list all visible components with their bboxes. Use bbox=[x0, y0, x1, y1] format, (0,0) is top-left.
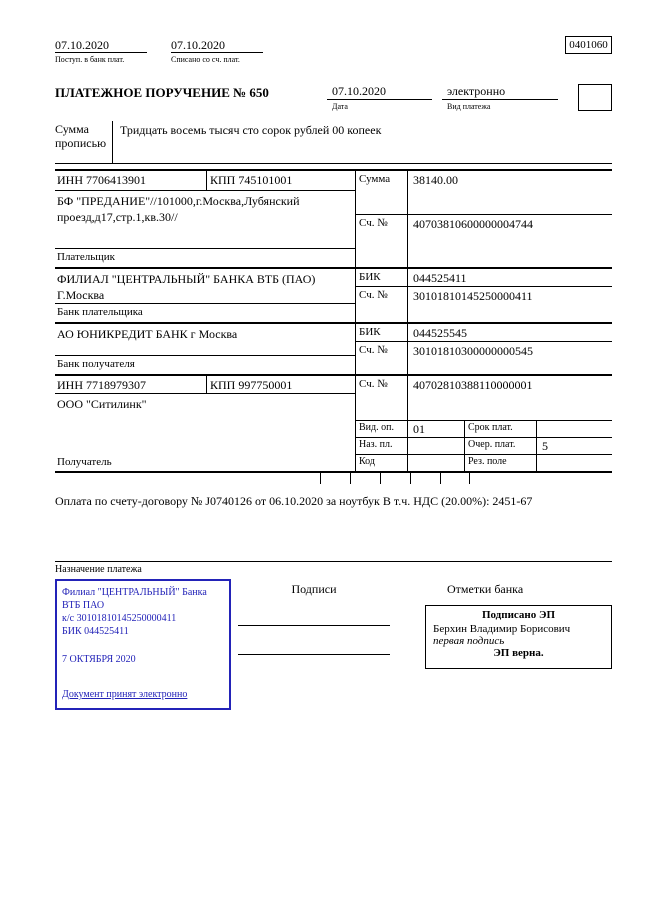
document-header bbox=[55, 84, 612, 111]
document-title: ПЛАТЕЖНОЕ ПОРУЧЕНИЕ № 650 bbox=[55, 85, 269, 100]
bank-electronic-stamp bbox=[55, 579, 231, 710]
received-date-label: Поступ. в банк плат. bbox=[55, 55, 125, 64]
stamp-date: 7 ОКТЯБРЯ 2020 bbox=[62, 654, 136, 666]
signatures-label: Подписи bbox=[291, 582, 337, 597]
payee-bank-bik-row bbox=[356, 324, 612, 342]
payer-bank-bik-value: 044525411 bbox=[413, 271, 467, 285]
payee-bank-account-row bbox=[356, 342, 612, 374]
payer-account-value: 40703810600000004744 bbox=[413, 217, 533, 231]
amount-label: Сумма bbox=[356, 171, 408, 214]
esignature-kind: первая подпись bbox=[433, 635, 505, 648]
payment-term-value bbox=[537, 421, 612, 437]
payer-left-block bbox=[55, 171, 356, 267]
code-row bbox=[356, 454, 612, 471]
payee-kpp: КПП 997750001 bbox=[210, 378, 293, 393]
bank-dates-row bbox=[55, 38, 612, 64]
header-empty-box bbox=[578, 84, 612, 111]
payee-bank-account-value: 30101810300000000545 bbox=[413, 344, 533, 359]
payee-bank-section-label: Банк получателя bbox=[55, 355, 355, 374]
operation-kind-value: 01 bbox=[408, 421, 465, 437]
payer-inn-kpp-row bbox=[55, 171, 355, 191]
payee-section-label: Получатель bbox=[57, 456, 112, 469]
payee-inn-kpp-row bbox=[55, 376, 355, 394]
tax-field-cell bbox=[410, 473, 440, 484]
payer-bank-section-label: Банк плательщика bbox=[55, 303, 355, 322]
payee-name: ООО "Ситилинк" bbox=[57, 397, 147, 412]
payee-section bbox=[55, 376, 612, 473]
payer-bank-right-block bbox=[356, 269, 612, 322]
payment-order-table bbox=[55, 169, 612, 473]
payer-name: БФ "ПРЕДАНИЕ"//101000,г.Москва,Лубянский проезд,д17,стр.1,кв.30// bbox=[57, 194, 300, 225]
payee-left-block bbox=[55, 376, 356, 471]
amount-row bbox=[356, 171, 612, 215]
purpose-code-label: Наз. пл. bbox=[356, 438, 408, 454]
esignature-title: Подписано ЭП bbox=[481, 609, 556, 622]
esignature-box bbox=[425, 605, 612, 669]
tax-field-cell bbox=[440, 473, 470, 484]
priority-label: Очер. плат. bbox=[465, 438, 537, 454]
payee-account-value: 40702810388110000001 bbox=[413, 378, 533, 393]
payer-account-label: Сч. № bbox=[356, 215, 408, 267]
tax-field-cell bbox=[380, 473, 410, 484]
bank-marks-label: Отметки банка bbox=[447, 582, 524, 597]
payer-bank-account-label: Сч. № bbox=[356, 287, 408, 322]
debited-date-label: Списано со сч. плат. bbox=[171, 55, 240, 64]
amount-value: 38140.00 bbox=[413, 173, 458, 187]
payment-term-label: Срок плат. bbox=[465, 421, 537, 437]
debited-date-field bbox=[171, 38, 263, 64]
payer-kpp: КПП 745101001 bbox=[210, 173, 293, 187]
debited-date-value: 07.10.2020 bbox=[171, 38, 263, 53]
payer-section-label: Плательщик bbox=[55, 248, 355, 267]
signature-line-1 bbox=[238, 625, 390, 626]
payment-kind-field bbox=[442, 84, 558, 111]
payee-right-block bbox=[356, 376, 612, 471]
reserve-field-label: Рез. поле bbox=[465, 455, 537, 471]
esignature-signer-name: Берхин Владимир Борисович bbox=[433, 623, 571, 636]
payer-bank-account-value: 30101810145250000411 bbox=[413, 289, 533, 303]
stamp-corr-account: к/с 30101810145250000411 bbox=[62, 613, 177, 625]
priority-value: 5 bbox=[542, 439, 548, 454]
received-date-field bbox=[55, 38, 147, 64]
payment-kind-value: электронно bbox=[442, 84, 558, 100]
code-value bbox=[408, 455, 465, 471]
stamp-bik: БИК 044525411 bbox=[62, 626, 129, 638]
stamp-bank-name-line2: ВТБ ПАО bbox=[62, 600, 105, 612]
payee-bank-bik-value: 044525545 bbox=[413, 326, 467, 341]
payee-account-label: Сч. № bbox=[356, 376, 408, 420]
payment-kind-label: Вид платежа bbox=[447, 102, 491, 111]
payer-right-block bbox=[356, 171, 612, 267]
payer-bank-section bbox=[55, 269, 612, 324]
payer-section bbox=[55, 171, 612, 269]
operation-kind-row bbox=[356, 420, 612, 437]
tax-field-cell bbox=[320, 473, 350, 484]
stamp-bank-name-line1: Филиал "ЦЕНТРАЛЬНЫЙ" Банка bbox=[62, 587, 207, 599]
payee-bank-name: АО ЮНИКРЕДИТ БАНК г Москва bbox=[57, 327, 238, 342]
esignature-verdict: ЭП верна. bbox=[493, 647, 544, 660]
document-date-value: 07.10.2020 bbox=[327, 84, 432, 100]
payee-inn: ИНН 7718979307 bbox=[55, 376, 207, 393]
footer-section bbox=[55, 579, 612, 729]
payee-bank-bik-label: БИК bbox=[356, 324, 408, 341]
payee-bank-section bbox=[55, 324, 612, 376]
purpose-code-value bbox=[408, 438, 465, 454]
amount-in-words-label: Сумма прописью bbox=[55, 121, 113, 163]
tax-fields-ticks bbox=[320, 473, 471, 484]
payer-bank-left-block bbox=[55, 269, 356, 322]
payer-bank-bik-label: БИК bbox=[356, 269, 408, 286]
amount-in-words-row bbox=[55, 121, 612, 164]
document-date-field bbox=[327, 84, 432, 111]
payment-purpose-code-row bbox=[356, 437, 612, 454]
payee-bank-right-block bbox=[356, 324, 612, 374]
payee-bank-account-label: Сч. № bbox=[356, 342, 408, 374]
received-date-value: 07.10.2020 bbox=[55, 38, 147, 53]
payee-bank-left-block bbox=[55, 324, 356, 374]
reserve-field-value bbox=[537, 455, 612, 471]
tax-field-cell bbox=[350, 473, 380, 484]
payer-bank-bik-row bbox=[356, 269, 612, 287]
payer-inn: ИНН 7706413901 bbox=[55, 171, 207, 190]
document-date-label: Дата bbox=[332, 102, 348, 111]
code-label: Код bbox=[356, 455, 408, 471]
payment-purpose-text: Оплата по счету-договору № J0740126 от 06.10.2020 за ноутбук В т.ч. НДС (20.00%): 2451-67 bbox=[55, 494, 612, 562]
form-code-box: 0401060 bbox=[565, 36, 612, 54]
payee-account-row bbox=[356, 376, 612, 420]
payer-bank-account-row bbox=[356, 287, 612, 322]
document-content bbox=[55, 0, 612, 729]
amount-in-words-value: Тридцать восемь тысяч сто сорок рублей 00 копеек bbox=[120, 123, 382, 137]
payer-bank-name: ФИЛИАЛ "ЦЕНТРАЛЬНЫЙ" БАНКА ВТБ (ПАО) Г.Москва bbox=[57, 272, 316, 303]
payment-purpose-label: Назначение платежа bbox=[55, 564, 142, 576]
payer-account-row bbox=[356, 215, 612, 267]
signature-line-2 bbox=[238, 654, 390, 655]
stamp-status: Документ принят электронно bbox=[62, 689, 188, 701]
operation-kind-label: Вид. оп. bbox=[356, 421, 408, 437]
